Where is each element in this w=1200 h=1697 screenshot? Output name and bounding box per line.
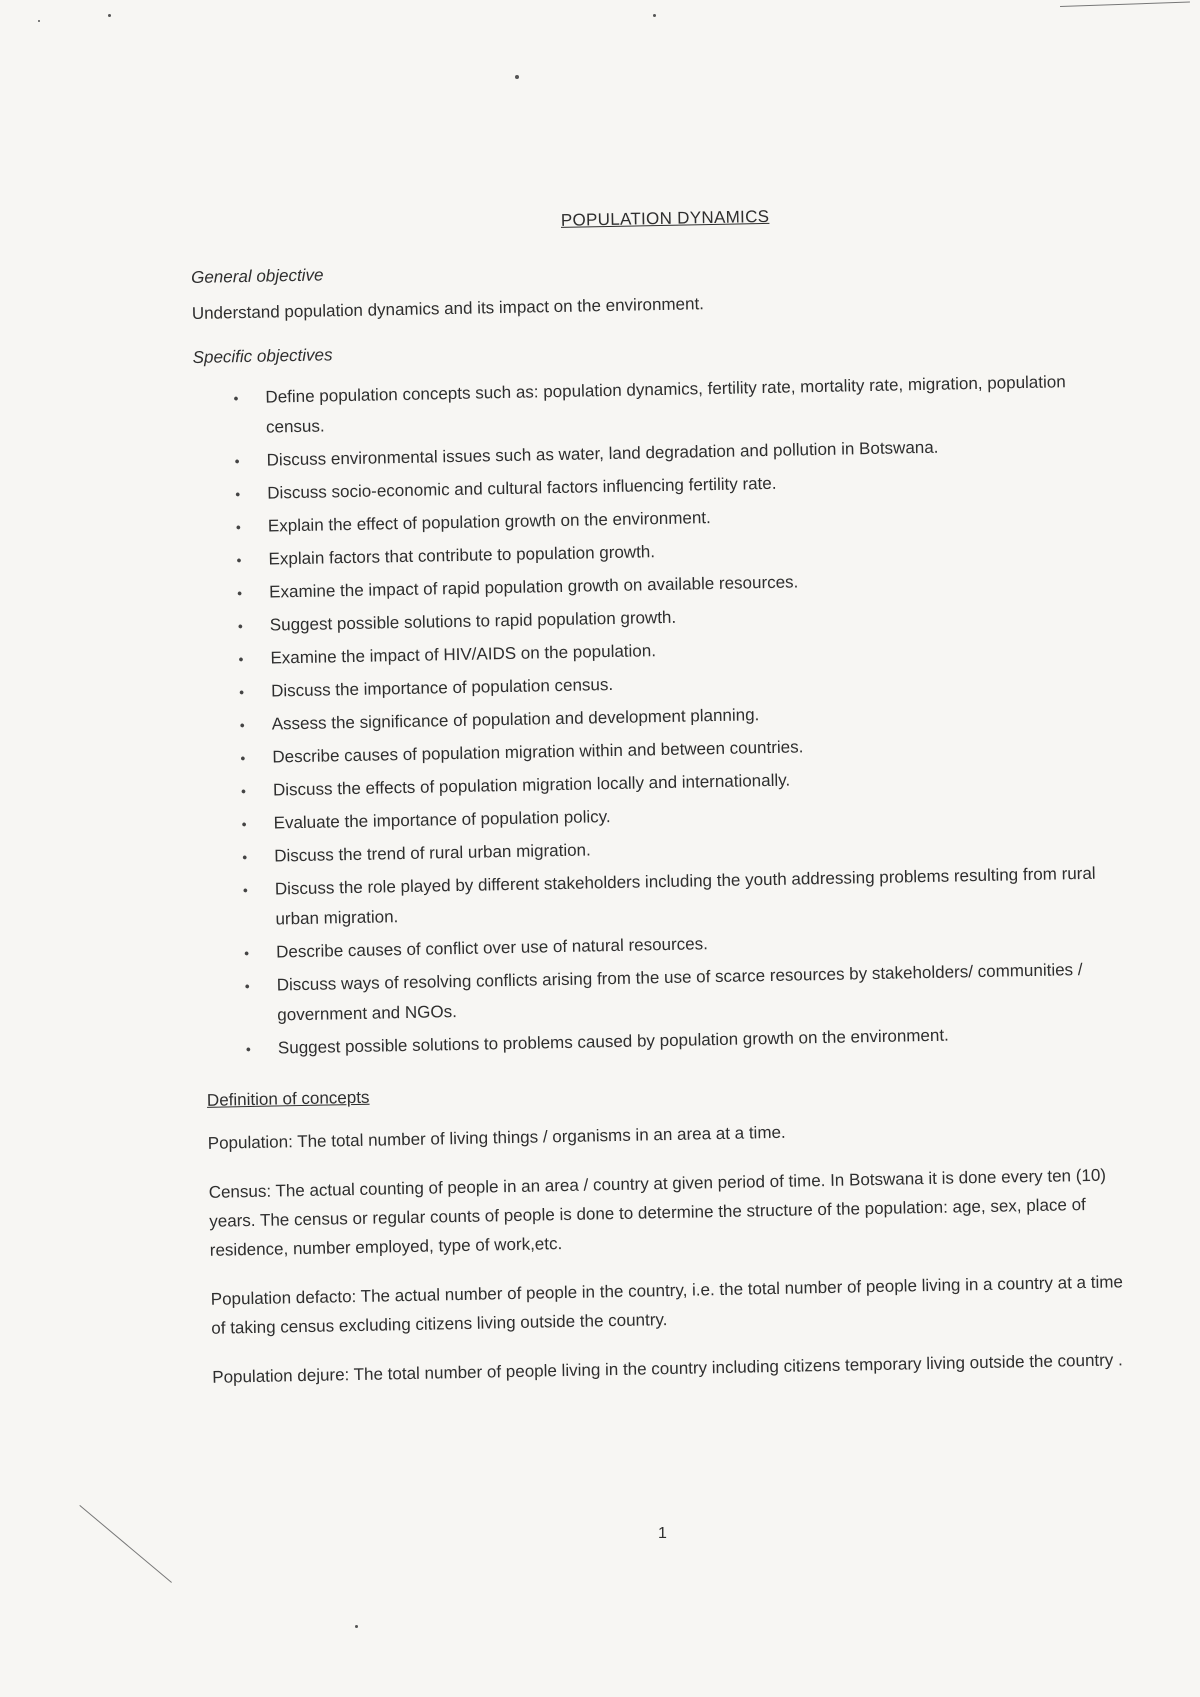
general-objective-text: Understand population dynamics and its impact on the environment.	[191, 294, 705, 323]
scan-speck	[515, 75, 519, 79]
specific-objectives-list	[193, 366, 1136, 1065]
objective-text: Discuss the role played by different stakeholders including the youth addressing problems resulting from rural urban migration.	[274, 863, 1096, 929]
bullet-icon: •	[238, 684, 245, 701]
bullet-icon: •	[240, 783, 247, 800]
bullet-icon: •	[235, 519, 242, 536]
page-number: 1	[658, 1525, 667, 1542]
bullet-icon: •	[243, 945, 250, 962]
objective-text: Explain factors that contribute to population growth.	[268, 542, 656, 569]
bullet-icon: •	[237, 618, 243, 635]
bullet-icon: •	[240, 750, 246, 767]
bullet-icon: •	[233, 390, 239, 407]
scan-speck	[38, 20, 40, 22]
objective-text: Assess the significance of population and development planning.	[271, 705, 760, 734]
scan-scratch	[1060, 1, 1190, 7]
bullet-icon: •	[244, 977, 250, 995]
objective-text: Describe causes of population migration within and between countries.	[272, 737, 804, 767]
scan-speck	[653, 14, 656, 17]
definition-population: Population: The total number of living things / organisms in an area at a time.	[207, 1122, 786, 1153]
scan-scratch	[79, 1505, 172, 1583]
objective-text: Discuss the effects of population migration locally and internationally.	[272, 770, 791, 800]
objective-text: Suggest possible solutions to problems caused by population growth on the environment.	[277, 1025, 949, 1058]
specific-objectives-label: Specific objectives	[192, 345, 333, 367]
scan-speck	[108, 14, 111, 17]
document-title: POPULATION DYNAMICS	[560, 206, 770, 230]
bullet-icon: •	[234, 453, 240, 470]
objective-text: Evaluate the importance of population policy.	[273, 807, 611, 833]
objective-text: Discuss the importance of population census.	[270, 674, 614, 701]
objective-text: Discuss environmental issues such as water, land degradation and pollution in Botswana.	[266, 437, 939, 470]
general-objective-label: General objective	[190, 265, 324, 287]
bullet-icon: •	[245, 1040, 252, 1058]
bullet-icon: •	[241, 816, 247, 833]
definitions-heading: Definition of concepts	[206, 1087, 370, 1110]
bullet-icon: •	[242, 882, 248, 899]
objective-text: Examine the impact of HIV/AIDS on the population.	[270, 641, 657, 668]
bullet-icon: •	[238, 651, 244, 668]
scan-speck	[355, 1625, 358, 1628]
bullet-icon: •	[235, 486, 241, 503]
objective-text: Discuss the trend of rural urban migration.	[274, 840, 591, 866]
definition-population-dejure: Population dejure: The total number of people living in the country including citizens temporary living outside the country .	[212, 1350, 1123, 1387]
objective-text: Discuss ways of resolving conflicts arising from the use of scarce resources by stakeholders/ communities / government and NGOs.	[276, 960, 1083, 1025]
objective-text: Examine the impact of rapid population growth on available resources.	[269, 572, 799, 602]
objective-text: Describe causes of conflict over use of natural resources.	[275, 934, 709, 962]
objective-text: Discuss socio-economic and cultural factors influencing fertility rate.	[267, 473, 777, 503]
definition-census: Census: The actual counting of people in an area / country at given period of time. In Botswana it is done every ten (10) years. The census or regular counts of people is done to determine the structure of the population: age, sex, place of residence, number employed, type of work,etc.	[208, 1165, 1107, 1260]
bullet-icon: •	[239, 717, 245, 734]
definition-population-defacto: Population defacto: The actual number of people in the country, i.e. the total number of people living in a country at a time of taking census excluding citizens living outside the country.	[210, 1272, 1124, 1338]
objective-text: Suggest possible solutions to rapid population growth.	[269, 607, 677, 635]
objective-text: Explain the effect of population growth on the environment.	[267, 508, 711, 536]
objective-text: Define population concepts such as: population dynamics, fertility rate, mortality rate, migration, population census.	[265, 372, 1066, 437]
document-body	[190, 200, 1143, 1412]
bullet-icon: •	[237, 585, 243, 602]
bullet-icon: •	[242, 849, 248, 866]
bullet-icon: •	[236, 552, 242, 569]
